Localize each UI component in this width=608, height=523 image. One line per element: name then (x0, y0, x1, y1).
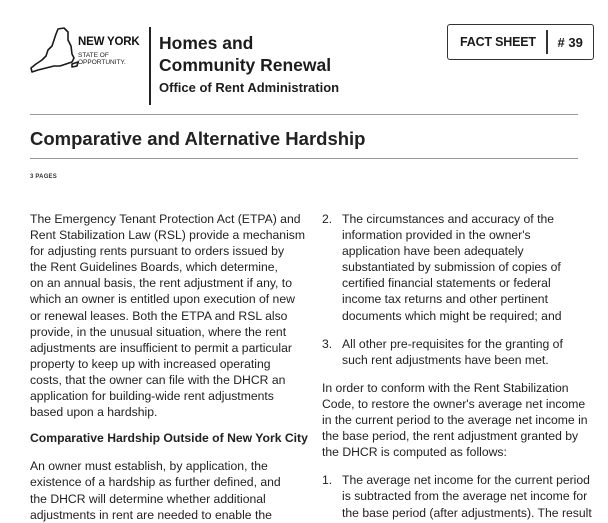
body-line: An owner must establish, by application, the (30, 459, 268, 474)
body-line: income tax returns and other pertinent (342, 292, 548, 307)
title-rule (30, 158, 578, 159)
body-line: The circumstances and accuracy of the (342, 212, 555, 226)
fact-sheet-badge (447, 24, 594, 60)
body-line: Rent Stabilization Law (RSL) provide a mechanism (30, 228, 306, 243)
body-line: the Rent Guidelines Boards, which determine, (30, 260, 278, 275)
body-line: for adjusting rents pursuant to orders issued by (30, 244, 285, 259)
body-line: In order to conform with the Rent Stabilization (322, 380, 569, 395)
body-line: All other pre-requisites for the granting of (342, 336, 563, 351)
body-line: The average net income for the current period (342, 473, 590, 488)
list-item-3 (322, 336, 592, 368)
body-line: is subtracted from the average net income for (342, 489, 588, 504)
body-line: application have been adequately (342, 244, 524, 259)
body-line: the DHCR is computed as follows: (322, 445, 507, 460)
body-line: or renewal leases. Both the ETPA and RSL also (30, 308, 288, 323)
body-line: in the current period to the average net income in (322, 413, 588, 428)
list-number: 2. (322, 212, 333, 226)
body-line: information provided in the owner's (342, 228, 531, 243)
agency-name-line1: Homes and (159, 33, 254, 53)
body-line: property to keep up with increased operating (30, 356, 271, 371)
agency-name-line2: Community Renewal (159, 55, 332, 75)
new-york-state-outline-icon (28, 26, 80, 78)
page-count: 3 PAGES (30, 174, 57, 180)
section-subheading: Comparative Hardship Outside of New York City (30, 431, 308, 446)
body-line: substantiated by submission of copies of (342, 260, 561, 275)
list-item-2 (322, 211, 592, 324)
office-name: Office of Rent Administration (159, 80, 340, 95)
list-number: 3. (322, 336, 333, 351)
body-line: based upon a hardship. (30, 405, 158, 420)
left-column (30, 211, 308, 523)
body-line: which an owner is entitled upon execution of new (30, 292, 295, 307)
body-line: adjustments are insufficient to permit a particular (30, 340, 292, 355)
list-number: 1. (322, 473, 333, 488)
nys-logo (28, 26, 148, 86)
body-line: application for building-wide rent adjustments (30, 389, 274, 404)
header-divider (149, 27, 151, 105)
logo-tagline-line1: STATE OF (78, 52, 109, 59)
page-title: Comparative and Alternative Hardship (30, 128, 366, 149)
header-rule (30, 114, 578, 115)
body-line: adjustments in rent are needed to enable the (30, 507, 272, 522)
body-line: provide, in the unusual situation, where the rent (30, 324, 287, 339)
body-line: on an annual basis, the rent adjustment if any, to (30, 276, 292, 291)
logo-state-name: NEW YORK (78, 36, 140, 48)
body-line: the base period (after adjustments). The result (342, 505, 592, 520)
list-item-1 (322, 472, 592, 520)
body-line: such rent adjustments have been met. (342, 352, 549, 367)
body-line: existence of a hardship as further defined, and (30, 475, 281, 490)
right-column (322, 211, 592, 521)
fact-sheet-label: FACT SHEET (460, 35, 536, 49)
logo-tagline-line2: OPPORTUNITY. (78, 59, 126, 66)
body-line: Code, to restore the owner's average net income (322, 396, 586, 411)
body-line: certified financial statements or federal (342, 276, 551, 291)
body-line: costs, that the owner can file with the DHCR an (30, 372, 286, 387)
fact-sheet-number: # 39 (557, 34, 583, 50)
body-line: documents which might be required; and (342, 308, 562, 323)
body-line: the DHCR will determine whether additional (30, 491, 266, 506)
body-line: the base period, the rent adjustment granted by (322, 429, 579, 444)
body-line: The Emergency Tenant Protection Act (ETPA) and (30, 212, 301, 226)
